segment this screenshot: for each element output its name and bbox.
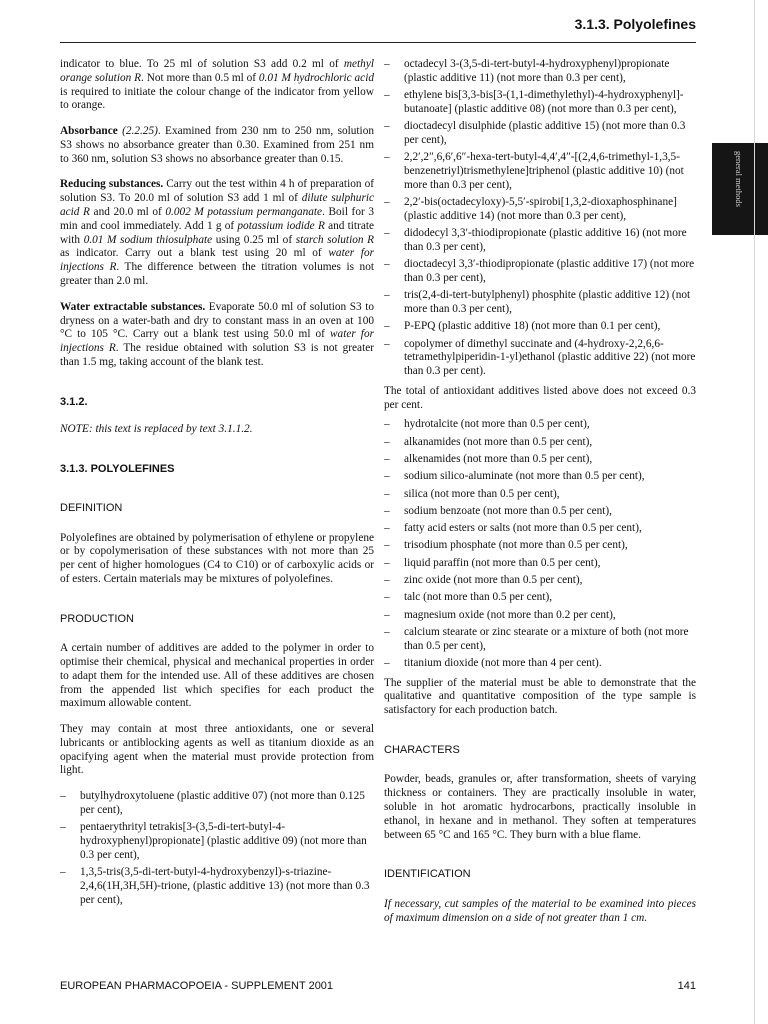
other-additives-list [384, 418, 696, 670]
supplier-text: The supplier of the material must be able to demonstrate that the qualitative and quantitative composition of the type sample is satisfactory for each production batch. [384, 676, 696, 717]
list-item: – liquid paraffin (not more than 0.5 per cent), [384, 557, 696, 571]
characters-text: Powder, beads, granules or, after transformation, sheets of varying thickness or containers. They are practically insoluble in water, soluble in hot aromatic hydrocarbons, practically insoluble in ethanol, in hexane and in methanol. They soften at temperatures between 65 °C and 165 °C. They burn with a blue flame. [384, 773, 696, 841]
scan-edge-line [754, 0, 755, 1024]
list-item: – didodecyl 3,3′-thiodipropionate (plastic additive 16) (not more than 0.3 per cent), [384, 227, 696, 255]
list-item: – alkanamides (not more than 0.5 per cent), [384, 436, 696, 450]
list-item: – dioctadecyl disulphide (plastic additive 15) (not more than 0.3 per cent), [384, 120, 696, 148]
definition-heading: DEFINITION [60, 502, 123, 515]
left-column [60, 58, 374, 913]
section-313-heading: 3.1.3. POLYOLEFINES [60, 462, 175, 475]
indicator-paragraph: indicator to blue. To 25 ml of solution S3 add 0.2 ml of methyl orange solution R. Not more than 0.5 ml of 0.01 M hydrochloric acid is required to initiate the colour change of the indicator from yellow to orange. [60, 58, 374, 112]
list-item: – hydrotalcite (not more than 0.5 per cent), [384, 418, 696, 432]
antioxidant-total-text: The total of antioxidant additives listed above does not exceed 0.3 per cent. [384, 384, 696, 411]
antioxidant-list-left [60, 790, 374, 907]
list-item: – sodium silico-aluminate (not more than 0.5 per cent), [384, 470, 696, 484]
water-extractable-paragraph: Water extractable substances. Evaporate 50.0 ml of solution S3 to dryness on a water-bath and dry to constant mass in an oven at 100 °C to 105 °C. Carry out a blank test using 50.0 ml of water for injections R. The residue obtained with solution S3 is not greater than 1.5 mg, taking account of the blank test. [60, 300, 374, 368]
definition-text: Polyolefines are obtained by polymerisation of ethylene or propylene or by copolymerisation of these substances with not more than 25 per cent of higher homologues (C4 to C10) or of carboxylic acids or of esters. Certain materials may be mixtures of polyolefines. [60, 531, 374, 585]
list-item: – talc (not more than 0.5 per cent), [384, 591, 696, 605]
list-item: – calcium stearate or zinc stearate or a mixture of both (not more than 0.5 per cent), [384, 626, 696, 654]
list-item: – octadecyl 3-(3,5-di-tert-butyl-4-hydroxyphenyl)propionate (plastic additive 11) (not more than 0.3 per cent), [384, 58, 696, 86]
list-item: – sodium benzoate (not more than 0.5 per cent), [384, 505, 696, 519]
section-312-note: NOTE: this text is replaced by text 3.1.1.2. [60, 423, 253, 436]
publication-name: EUROPEAN PHARMACOPOEIA - SUPPLEMENT 2001 [60, 980, 334, 992]
list-item: – 2,2′,2″,6,6′,6″-hexa-tert-butyl-4,4′,4″-[(2,4,6-trimethyl-1,3,5-benzenetriyl)trismethylene]triphenol (plastic additive 10) (not more than 0.3 per cent), [384, 151, 696, 192]
list-item: – pentaerythrityl tetrakis[3-(3,5-di-tert-butyl-4-hydroxyphenyl)propionate] (plastic additive 09) (not more than 0.3 per cent), [60, 821, 374, 862]
chapter-tab-label: general methods [734, 151, 744, 207]
list-item: – 1,3,5-tris(3,5-di-tert-butyl-4-hydroxybenzyl)-s-triazine-2,4,6(1H,3H,5H)-trione, (plastic additive 13) (not more than 0.3 per cent), [60, 866, 374, 907]
section-title: 3.1.3. Polyolefines [574, 16, 696, 32]
list-item: – alkenamides (not more than 0.5 per cent), [384, 453, 696, 467]
characters-heading: CHARACTERS [384, 744, 460, 757]
list-item: – zinc oxide (not more than 0.5 per cent), [384, 574, 696, 588]
list-item: – butylhydroxytoluene (plastic additive 07) (not more than 0.125 per cent), [60, 790, 374, 818]
list-item: – fatty acid esters or salts (not more than 0.5 per cent), [384, 522, 696, 536]
production-paragraph-2: They may contain at most three antioxidants, one or several lubricants or antiblocking agents as well as titanium dioxide as an opacifying agent when the material must provide protection from light. [60, 723, 374, 777]
reducing-substances-paragraph: Reducing substances. Carry out the test within 4 h of preparation of solution S3. To 20.0 ml of solution S3 add 1 ml of dilute sulphuric acid R and 20.0 ml of 0.002 M potassium permanganate. Boil for 3 min and cool immediately. Add 1 g of potassium iodide R and titrate with 0.01 M sodium thiosulphate using 0.25 ml of starch solution R as indicator. Carry out a blank test using 20 ml of water for injections R. The difference between the titration volumes is not greater than 2.0 ml. [60, 178, 374, 287]
list-item: – P-EPQ (plastic additive 18) (not more than 0.1 per cent), [384, 320, 696, 334]
identification-heading: IDENTIFICATION [384, 868, 471, 881]
page-number: 141 [677, 980, 696, 992]
section-312-heading: 3.1.2. [60, 395, 88, 408]
list-item: – 2,2′-bis(octadecyloxy)-5,5′-spirobi[1,3,2-dioxaphosphinane] (plastic additive 14) (not more than 0.3 per cent), [384, 196, 696, 224]
list-item: – copolymer of dimethyl succinate and (4-hydroxy-2,2,6,6-tetramethylpiperidin-1-yl)ethanol (plastic additive 22) (not more than 0.3 per cent). [384, 338, 696, 379]
list-item: – magnesium oxide (not more than 0.2 per cent), [384, 609, 696, 623]
list-item: – trisodium phosphate (not more than 0.5 per cent), [384, 539, 696, 553]
chapter-tab [712, 143, 768, 235]
list-item: – silica (not more than 0.5 per cent), [384, 488, 696, 502]
list-item: – dioctadecyl 3,3′-thiodipropionate (plastic additive 17) (not more than 0.3 per cent), [384, 258, 696, 286]
absorbance-paragraph: Absorbance (2.2.25). Examined from 230 nm to 250 nm, solution S3 shows no absorbance greater than 0.30. Examined from 251 nm to 360 nm, solution S3 shows no absorbance greater than 0.15. [60, 125, 374, 165]
list-item: – ethylene bis[3,3-bis[3-(1,1-dimethylethyl)-4-hydroxyphenyl]-butanoate] (plastic additive 08) (not more than 0.3 per cent), [384, 89, 696, 117]
identification-text: If necessary, cut samples of the material to be examined into pieces of maximum dimension on a side of not greater than 1 cm. [384, 897, 696, 924]
list-item: – titanium dioxide (not more than 4 per cent). [384, 657, 696, 671]
running-header [60, 12, 696, 43]
list-item: – tris(2,4-di-tert-butylphenyl) phosphite (plastic additive 12) (not more than 0.3 per cent), [384, 289, 696, 317]
right-column [384, 58, 696, 937]
production-paragraph-1: A certain number of additives are added to the polymer in order to optimise their chemical, physical and mechanical properties in order to adapt them for the intended use. All of these additives are chosen from the appended list which specifies for each product the maximum allowable content. [60, 642, 374, 710]
antioxidant-list-right [384, 58, 696, 379]
production-heading: PRODUCTION [60, 612, 134, 625]
